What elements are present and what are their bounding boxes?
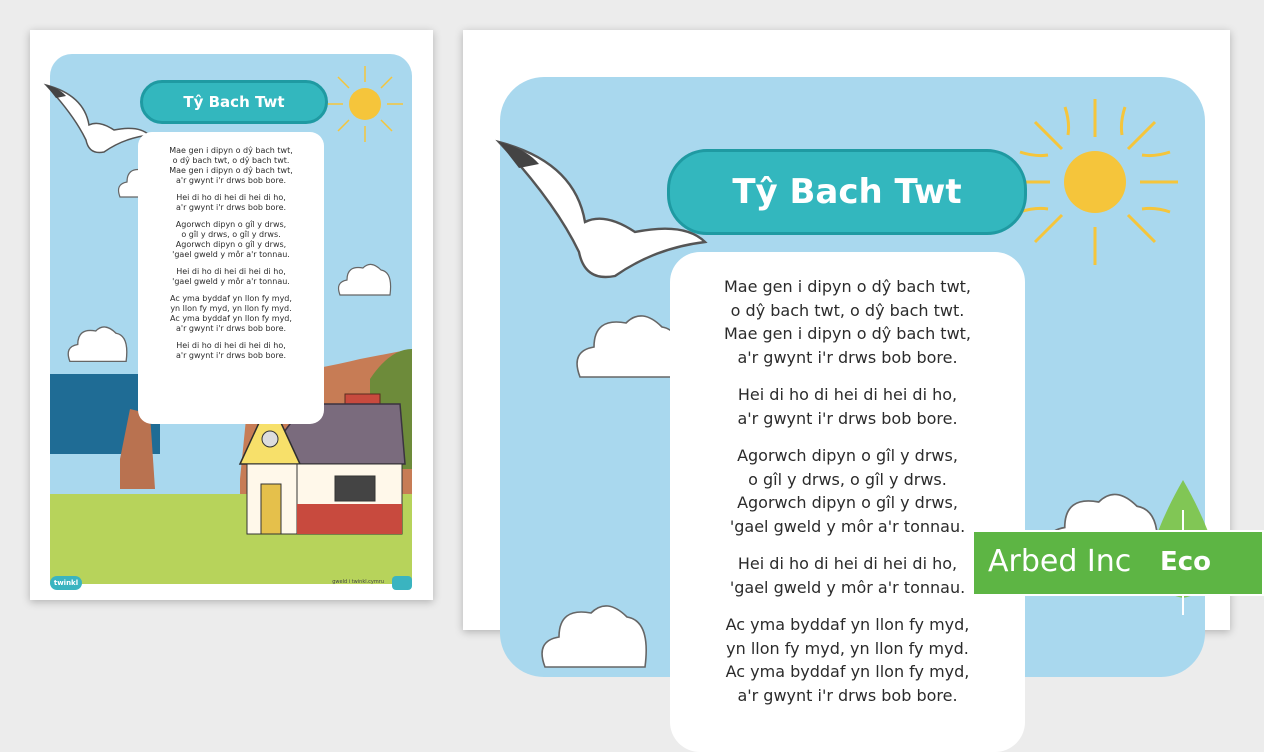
poem-line: Ac yma byddaf yn llon fy myd,: [170, 314, 292, 323]
poem-stanza: [138, 193, 324, 213]
sky-background: [50, 54, 412, 584]
footer-badge-icon: [392, 576, 412, 590]
poem-line: Mae gen i dipyn o dŷ bach twt,: [169, 166, 293, 175]
poem-line: a'r gwynt i'r drws bob bore.: [737, 347, 958, 367]
sun-illustration: [1010, 97, 1180, 267]
poem-line: 'gael gweld y môr a'r tonnau.: [729, 516, 966, 536]
poem-line: Mae gen i dipyn o dŷ bach twt,: [723, 324, 972, 343]
watermark-banner: [972, 530, 1264, 596]
poem-stanza: [138, 146, 324, 186]
footer-text: gweld i twinkl.cymru: [332, 579, 384, 585]
poem-text-box: [138, 132, 324, 424]
poem-line: a'r gwynt i'r drws bob bore.: [175, 351, 287, 360]
poem-stanza: [670, 613, 1025, 707]
poem-stanza: [670, 383, 1025, 430]
sun-illustration: [325, 64, 405, 144]
poem-line: o dŷ bach twt, o dŷ bach twt.: [730, 300, 965, 320]
watermark-badge: Eco: [1160, 547, 1212, 577]
poem-line: Agorwch dipyn o gîl y drws,: [737, 493, 958, 512]
cloud-illustration: [520, 597, 670, 677]
poem-line: Mae gen i dipyn o dŷ bach twt,: [169, 146, 293, 155]
poem-line: a'r gwynt i'r drws bob bore.: [737, 408, 958, 428]
cloud-illustration: [335, 260, 395, 300]
twinkl-logo: twinkl: [50, 576, 82, 590]
poem-line: Agorwch dipyn o gîl y drws,: [737, 446, 958, 465]
poem-line: Ac yma byddaf yn llon fy myd,: [725, 615, 970, 634]
poem-stanza: [670, 444, 1025, 538]
poem-line: Ac yma byddaf yn llon fy myd,: [725, 662, 970, 681]
poem-line: Hei di ho di hei di hei di ho,: [176, 267, 286, 276]
poem-line: yn llon fy myd, yn llon fy myd.: [170, 304, 292, 313]
poem-text-box: [670, 252, 1025, 752]
poem-line: o gîl y drws, o gîl y drws.: [748, 469, 947, 489]
poem-line: Mae gen i dipyn o dŷ bach twt,: [723, 277, 972, 296]
poem-line: o gîl y drws, o gîl y drws.: [181, 230, 281, 239]
poem-line: Hei di ho di hei di hei di ho,: [737, 554, 958, 573]
poem-stanza: [138, 294, 324, 334]
poem-line: Agorwch dipyn o gîl y drws,: [175, 240, 287, 249]
poem-stanza: [138, 267, 324, 287]
poem-line: yn llon fy myd, yn llon fy myd.: [726, 638, 969, 658]
poem-stanza: [670, 275, 1025, 369]
poem-line: Agorwch dipyn o gîl y drws,: [175, 220, 287, 229]
poster-thumbnail: [30, 30, 433, 600]
poem-line: a'r gwynt i'r drws bob bore.: [175, 203, 287, 212]
poem-line: Hei di ho di hei di hei di ho,: [737, 385, 958, 404]
poem-title: Tŷ Bach Twt: [140, 80, 328, 124]
poem-line: Hei di ho di hei di hei di ho,: [176, 341, 286, 350]
poem-line: o dŷ bach twt, o dŷ bach twt.: [172, 156, 290, 165]
watermark-text: Arbed Inc: [988, 544, 1132, 579]
poster-footer: [50, 576, 412, 592]
poem-line: 'gael gweld y môr a'r tonnau.: [729, 577, 966, 597]
poem-stanza: [138, 341, 324, 361]
poem-line: Ac yma byddaf yn llon fy myd,: [170, 294, 292, 303]
poem-line: a'r gwynt i'r drws bob bore.: [737, 685, 958, 705]
poem-stanza: [138, 220, 324, 260]
poem-line: Hei di ho di hei di hei di ho,: [176, 193, 286, 202]
poem-line: 'gael gweld y môr a'r tonnau.: [172, 277, 290, 286]
poem-line: 'gael gweld y môr a'r tonnau.: [172, 250, 290, 259]
poem-line: a'r gwynt i'r drws bob bore.: [175, 176, 287, 185]
poem-title: Tŷ Bach Twt: [667, 149, 1027, 235]
poem-line: a'r gwynt i'r drws bob bore.: [175, 324, 287, 333]
